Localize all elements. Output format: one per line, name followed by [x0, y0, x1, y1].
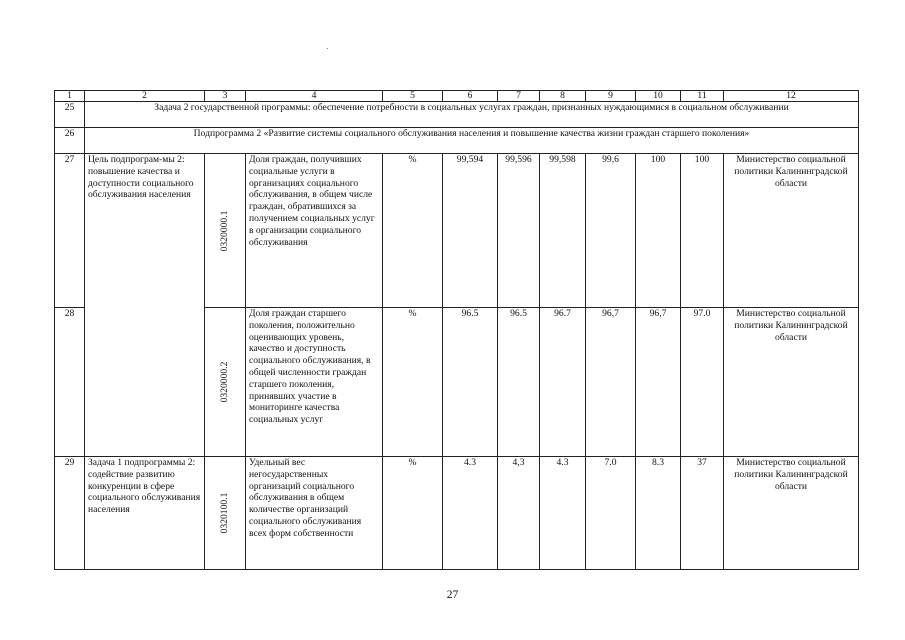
col-header-1: 1 — [55, 91, 85, 102]
col-header-7: 7 — [498, 91, 540, 102]
value-col-10: 100 — [636, 154, 681, 308]
indicator-code-cell — [205, 308, 246, 457]
value-col-8: 96.7 — [540, 308, 586, 457]
col-header-2: 2 — [85, 91, 205, 102]
subprogram-goal: Цель подпрограм-мы 2: повышение качества и доступности социального обслуживания населения — [85, 154, 205, 457]
table-row-27 — [55, 154, 859, 308]
unit: % — [383, 154, 443, 308]
table-row-26 — [55, 128, 859, 154]
indicator-name: Удельный вес негосударственных организаций социального обслуживания в общем количестве организаций социального обслуживания всех форм собственности — [246, 457, 383, 570]
col-header-8: 8 — [540, 91, 586, 102]
value-col-6: 99,594 — [443, 154, 498, 308]
indicator-name: Доля граждан старшего поколения, положительно оценивающих уровень, качество и доступность социального обслуживания, в общей численности граждан старшего поколения, принявших участие в мониторинге качества социальных услуг — [246, 308, 383, 457]
value-col-9: 99,6 — [586, 154, 636, 308]
row-number: 27 — [55, 154, 85, 308]
table-row-29 — [55, 457, 859, 570]
row-number: 29 — [55, 457, 85, 570]
col-header-9: 9 — [586, 91, 636, 102]
column-numbers-row — [55, 91, 859, 102]
task-2-heading: Задача 2 государственной программы: обеспечение потребности в социальных услугах граждан, признанных нуждающимися в социальном обслуживании — [85, 102, 859, 128]
row-number: 26 — [55, 128, 85, 154]
col-header-10: 10 — [636, 91, 681, 102]
col-header-11: 11 — [681, 91, 724, 102]
row-number: 25 — [55, 102, 85, 128]
indicator-name: Доля граждан, получивших социальные услуги в организациях социального обслуживания, в общем числе граждан, обратившихся за получением социальных услуг в организации социального обслуживания — [246, 154, 383, 308]
indicator-code-cell — [205, 457, 246, 570]
page-number: 27 — [446, 589, 459, 601]
value-col-11: 100 — [681, 154, 724, 308]
value-col-10: 8.3 — [636, 457, 681, 570]
unit: % — [383, 308, 443, 457]
col-header-5: 5 — [383, 91, 443, 102]
col-header-4: 4 — [246, 91, 383, 102]
value-col-11: 97.0 — [681, 308, 724, 457]
subprogram-task: Задача 1 подпрограммы 2: содействие развитию конкуренции в сфере социального обслуживания населения — [85, 457, 205, 570]
indicator-code: 0320000.1 — [219, 210, 231, 251]
scan-speck — [327, 48, 328, 49]
indicator-code-cell — [205, 154, 246, 308]
value-col-9: 7.0 — [586, 457, 636, 570]
table-row-25 — [55, 102, 859, 128]
col-header-6: 6 — [443, 91, 498, 102]
col-header-3: 3 — [205, 91, 246, 102]
value-col-7: 96.5 — [498, 308, 540, 457]
value-col-10: 96,7 — [636, 308, 681, 457]
value-col-8: 99,598 — [540, 154, 586, 308]
subprogram-2-heading: Подпрограмма 2 «Развитие системы социального обслуживания населения и повышение качества жизни граждан старшего поколения» — [85, 128, 859, 154]
value-col-8: 4.3 — [540, 457, 586, 570]
value-col-11: 37 — [681, 457, 724, 570]
responsible-org: Министерство социальной политики Калининградской области — [724, 457, 859, 570]
value-col-6: 4.3 — [443, 457, 498, 570]
indicator-code: 0320100.1 — [219, 492, 231, 534]
indicator-code: 0320000.2 — [219, 361, 231, 403]
unit: % — [383, 457, 443, 570]
responsible-org: Министерство социальной политики Калининградской области — [724, 308, 859, 457]
value-col-7: 99,596 — [498, 154, 540, 308]
col-header-12: 12 — [724, 91, 859, 102]
value-col-9: 96,7 — [586, 308, 636, 457]
responsible-org: Министерство социальной политики Калининградской области — [724, 154, 859, 308]
indicators-table — [54, 90, 859, 570]
row-number: 28 — [55, 308, 85, 457]
value-col-6: 96.5 — [443, 308, 498, 457]
value-col-7: 4,3 — [498, 457, 540, 570]
